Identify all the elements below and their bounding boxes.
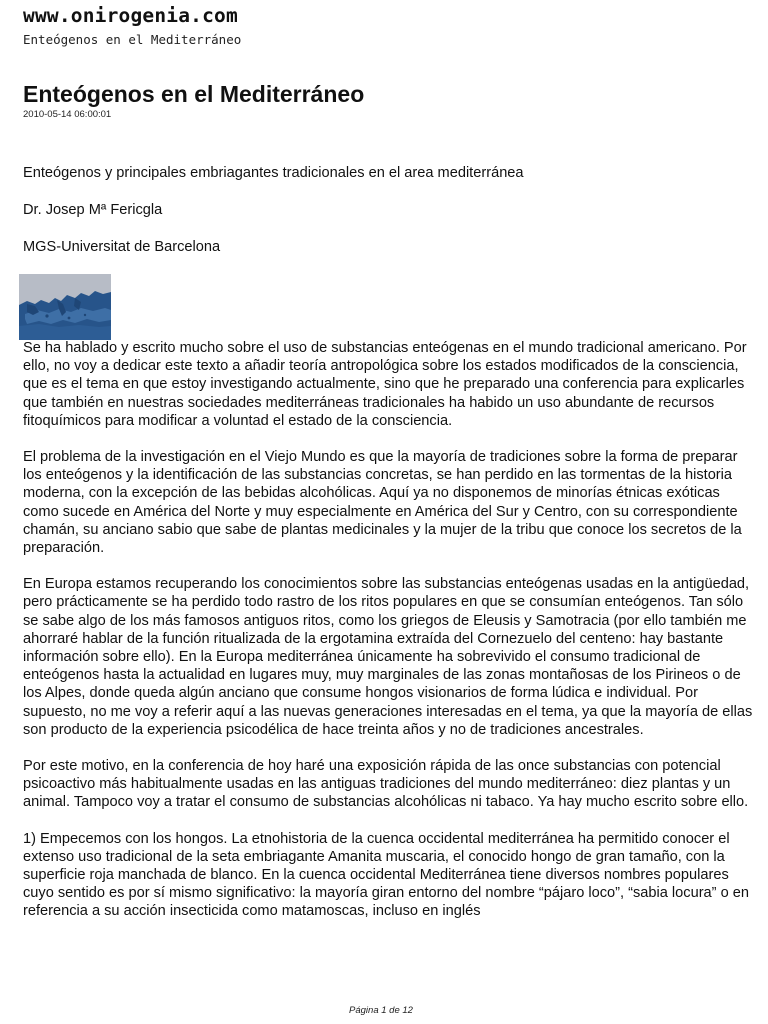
paragraph-4: Por este motivo, en la conferencia de hoy haré una exposición rápida de las once substancias con potencial psicoactivo más habitualmente usadas en las antiguas tradiciones del mundo mediterráneo: diez plantas y un animal. Tampoco voy a tratar el consumo de substancias alcohólicas ni tabaco. Ya hay mucho escrito sobre ello. xyxy=(23,758,749,811)
article-affiliation: MGS-Universitat de Barcelona xyxy=(23,239,221,255)
paragraph-3: En Europa estamos recuperando los conocimientos sobre las substancias enteógenas usadas en la antigüedad, pero prácticamente se ha perdido todo rastro de los ritos populares en que se consumían enteógenos. Tan sólo se sabe algo de los más famosos antiguos ritos, como los griegos de Eleusis y Samotracia (por ello también me ahorraré hablar de la función ritualizada de la ergotamina extraída del Cornezuelo del centeno: hay bastante información sobre ello). En la Europa mediterránea únicamente ha sobrevivido el consumo tradicional de enteógenos hasta la actualidad en lugares muy, muy marginales de las zonas montañosas de los Pirineos o de los Alpes, donde queda algún anciano que consume hongos visionarios de forma lúdica e individual. Por supuesto, no me voy a referir aquí a las nuevas generaciones interesadas en el tema, ya que la mayoría de ellas son producto de la experiencia psicodélica de hace treinta años y no de tradiciones ancestrales. xyxy=(23,576,753,738)
site-header xyxy=(23,4,743,48)
paragraph-1: Se ha hablado y escrito mucho sobre el uso de substancias enteógenas en el mundo tradicional americano. Por ello, no voy a dedicar este texto a añadir teoría antropológica sobre los estados modificados de la consciencia, que es el tema en que estoy investigando actualmente, sino que he preparado una conferencia para explicarles que también en nuestras sociedades mediterráneas tradicionales ha habido un uso abundante de recursos fitoquímicos para modificar a voluntad el estado de la consciencia. xyxy=(23,340,747,429)
article-subtitle: Enteógenos y principales embriagantes tradicionales en el area mediterránea xyxy=(23,165,524,181)
article-author: Dr. Josep Mª Fericgla xyxy=(23,202,163,218)
mediterranean-map-image xyxy=(19,274,111,340)
article-body xyxy=(23,339,753,939)
paragraph-2: El problema de la investigación en el Viejo Mundo es que la mayoría de tradiciones sobre la forma de preparar los enteógenos y la identificación de las substancias concretas, se han perdido en las tormentas de la historia moderna, con la excepción de las bebidas alcohólicas. Aquí ya no disponemos de minorías étnicas exóticas como sucede en América del Norte y muy especialmente en América del Sur y Centro, con su correspondiente chamán, su anciano sabio que sabe de plantas medicinales y la mujer de la tribu que conoce los secretos de la preparación. xyxy=(23,449,742,557)
paragraph-5: 1) Empecemos con los hongos. La etnohistoria de la cuenca occidental mediterránea ha permitido conocer el extenso uso tradicional de la seta embriagante Amanita muscaria, el conocido hongo de gran tamaño, con la superficie roja manchada de blanco. En la cuenca occidental Mediterránea tiene diversos nombres populares cuyo sentido es por sí mismo significativo: la mayoría giran entorno del nombre “pájaro loco”, “sabia locura” o en referencia a su acción insecticida como matamoscas, incluso en inglés xyxy=(23,830,749,920)
site-url[interactable]: www.onirogenia.com xyxy=(23,4,238,27)
article-date: 2010-05-14 06:00:01 xyxy=(23,109,112,120)
article-title: Enteógenos en el Mediterráneo xyxy=(23,81,365,107)
page-number: Página 1 de 12 xyxy=(349,1005,413,1016)
mediterranean-map-icon xyxy=(19,274,111,340)
site-subtitle: Enteógenos en el Mediterráneo xyxy=(23,32,242,47)
